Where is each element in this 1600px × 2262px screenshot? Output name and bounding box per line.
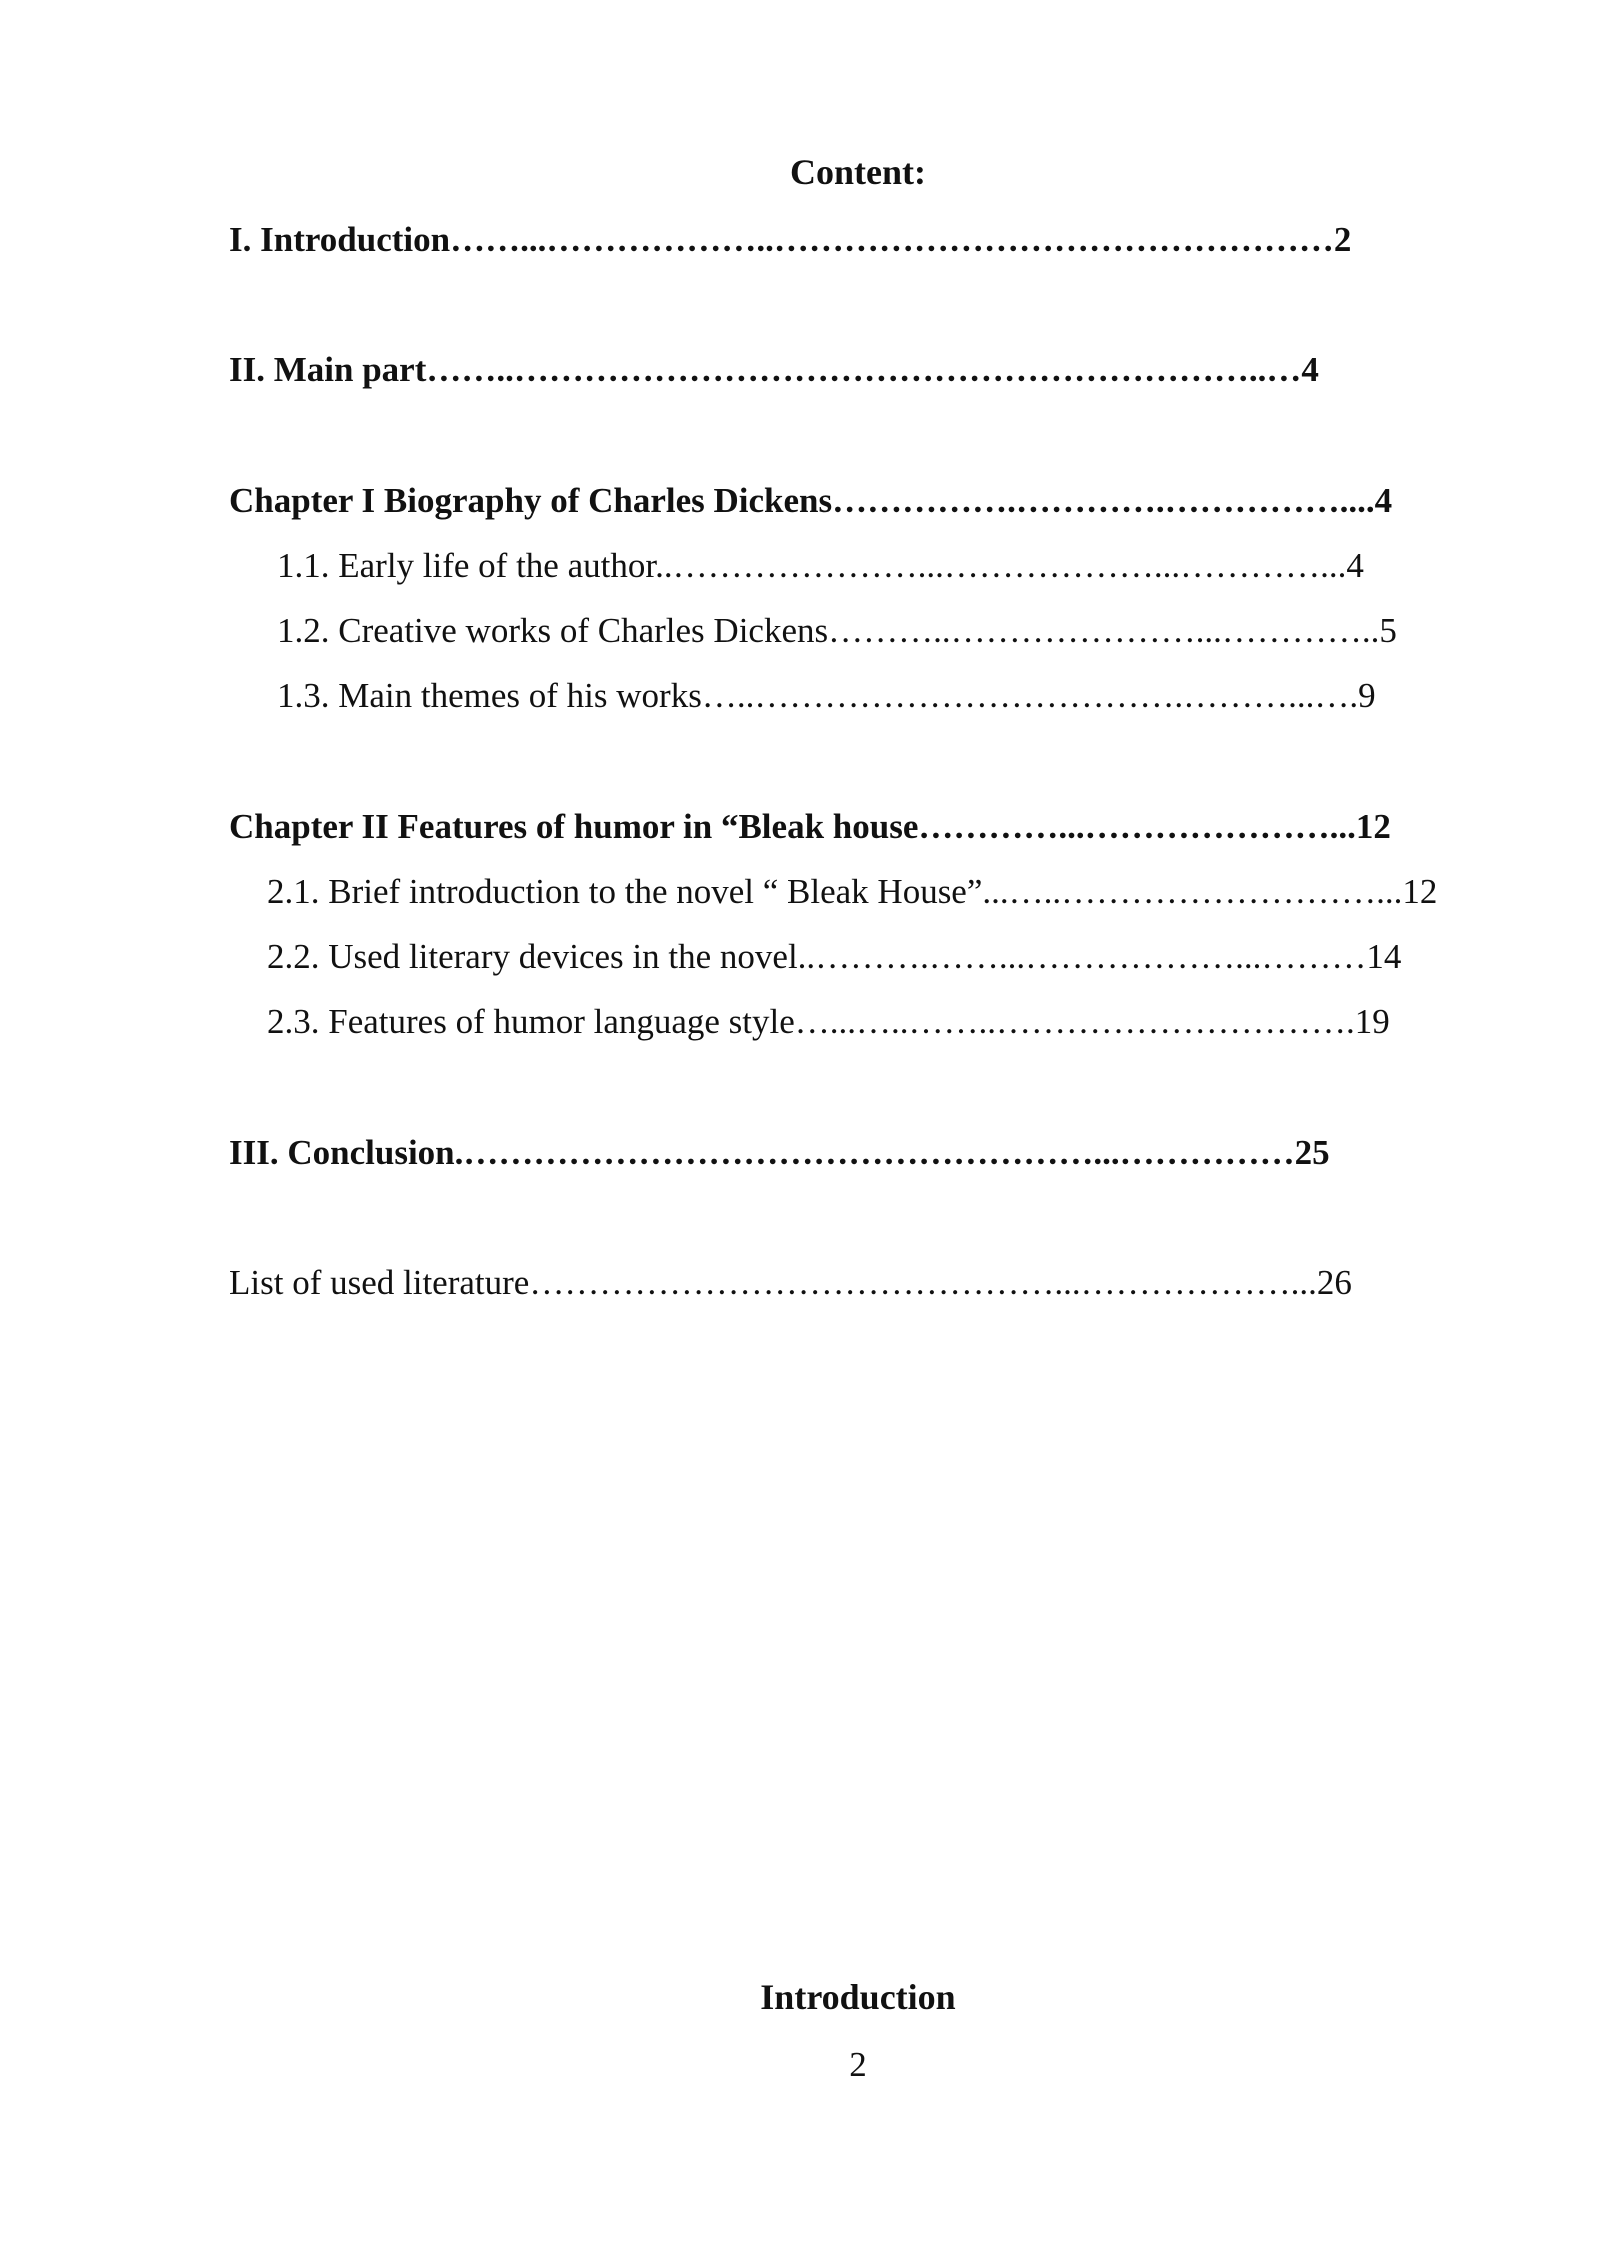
toc-entry-1-1: 1.1. Early life of the author..…………………...………………...…………...4 [277,546,1364,585]
toc-entry-literature: List of used literature………………………………………...………………...26 [229,1263,1352,1302]
section-heading-introduction: Introduction [760,1977,956,2017]
toc-entry-1-3: 1.3. Main themes of his works…..……………………………….………...….9 [277,676,1376,715]
toc-entry-introduction: I. Introduction……...………………..…………………………………………2 [229,220,1352,259]
toc-entry-1-2: 1.2. Creative works of Charles Dickens………..…………………...…………..5 [277,611,1397,650]
toc-entry-main-part: II. Main part……..………………………………………………………..…4 [229,350,1319,389]
toc-entry-2-1: 2.1. Brief introduction to the novel “ Bleak House”...…..………………………...12 [267,872,1438,911]
toc-entry-chapter-1: Chapter I Biography of Charles Dickens…………….………….……………....4 [229,481,1393,520]
toc-entry-2-3: 2.3. Features of humor language style…...…..……..………………………….19 [267,1002,1390,1041]
toc-title: Content: [790,152,926,192]
page-number: 2 [849,2045,867,2084]
toc-entry-2-2: 2.2. Used literary devices in the novel..……….……...………………...………14 [267,937,1402,976]
toc-entry-conclusion: III. Conclusion.………………………………………………...……………25 [229,1133,1330,1172]
toc-entry-chapter-2: Chapter II Features of humor in “Bleak house…………...…………………...12 [229,807,1391,846]
